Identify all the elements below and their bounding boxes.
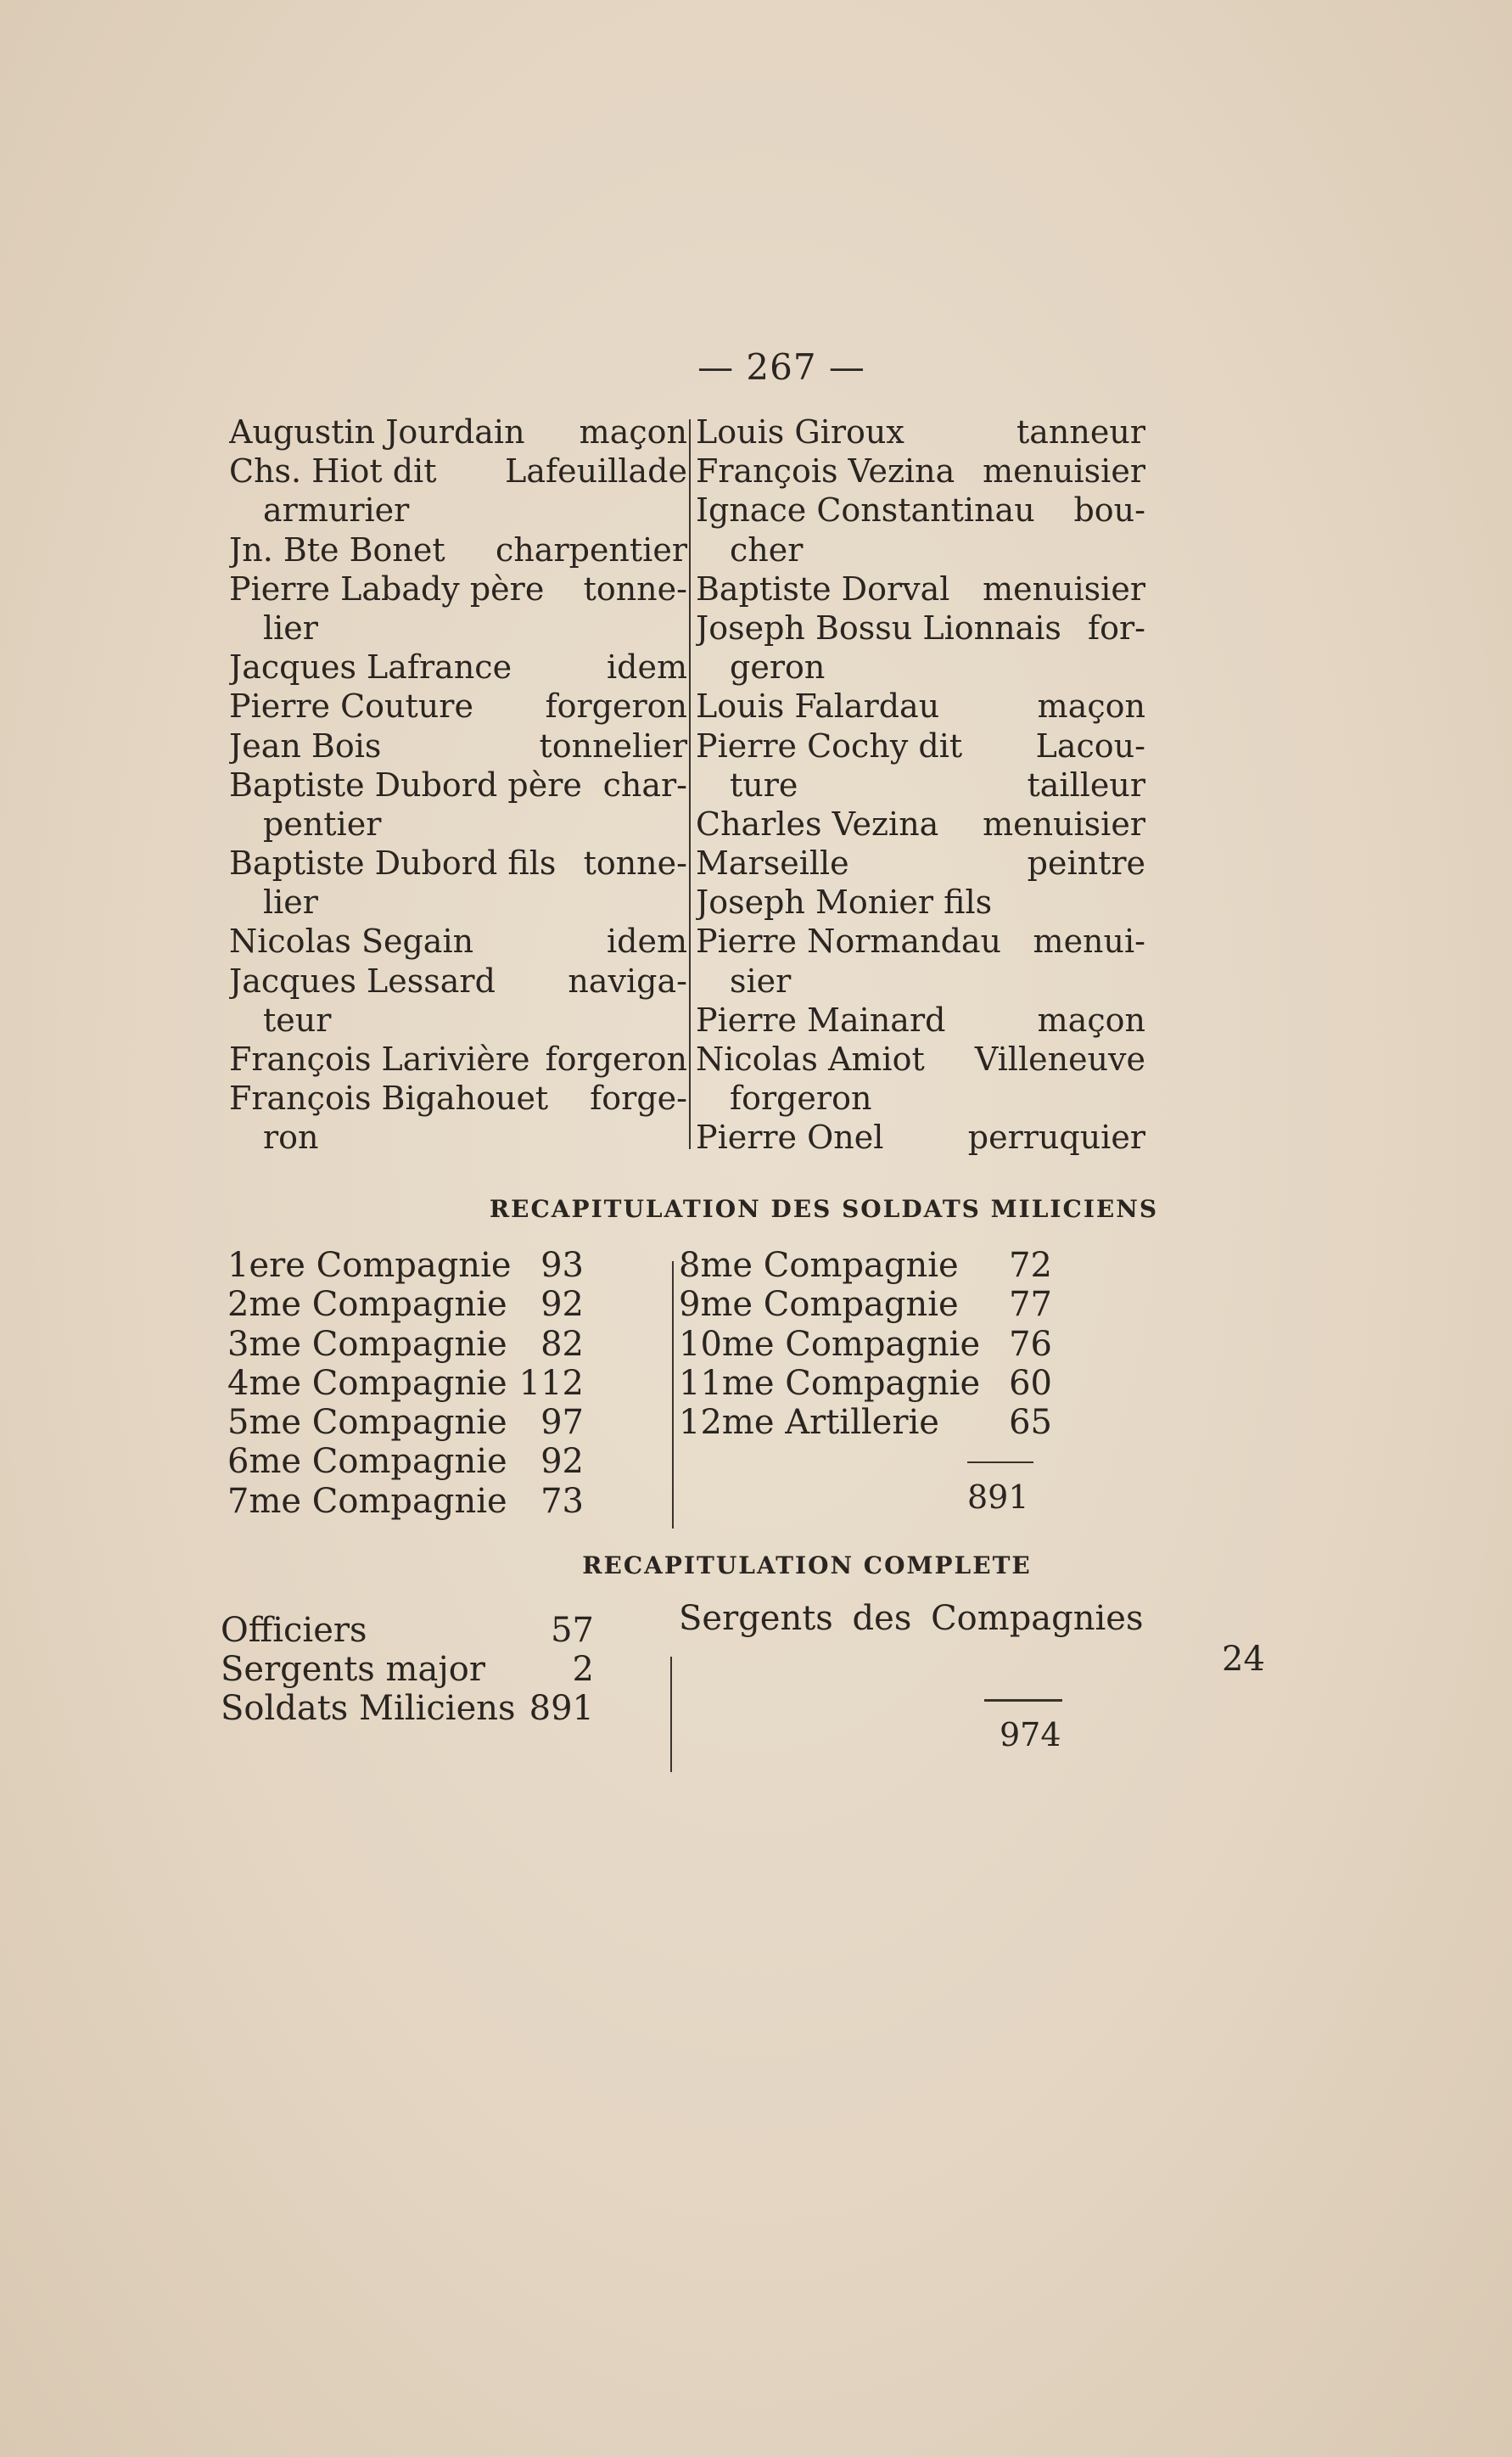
table-row: 12me Artillerie 65 xyxy=(679,1403,1052,1443)
list-line: ture tailleur xyxy=(730,766,1145,804)
column-divider xyxy=(672,1261,674,1529)
sergents-label: Sergents des Compagnies xyxy=(679,1599,1144,1638)
column-divider xyxy=(689,419,691,1149)
table-row: 2me Compagnie 92 xyxy=(227,1285,584,1325)
page-number: — 267 — xyxy=(697,346,865,388)
list-line: Baptiste Dorval menuisier xyxy=(696,569,1145,608)
recap-complete-total: 974 xyxy=(1000,1716,1061,1753)
recap-column-right xyxy=(679,1246,1052,1442)
list-line: Augustin Jourdain maçon xyxy=(229,413,687,451)
list-line: Louis Falardau maçon xyxy=(696,687,1145,726)
list-line: François Vezina menuisier xyxy=(696,452,1145,491)
sergents-value: 24 xyxy=(1222,1640,1265,1679)
table-row: 10me Compagnie 76 xyxy=(679,1324,1052,1364)
list-line: sier xyxy=(730,962,792,1000)
table-row: 9me Compagnie 77 xyxy=(679,1285,1052,1325)
table-row: 8me Compagnie 72 xyxy=(679,1246,1052,1285)
list-line: Jacques Lafrance idem xyxy=(229,648,687,687)
list-line: Joseph Bossu Lionnais for- xyxy=(696,609,1145,647)
table-row: 1ere Compagnie 93 xyxy=(227,1246,584,1285)
list-line: Nicolas Segain idem xyxy=(229,923,687,961)
sum-rule xyxy=(967,1461,1033,1463)
list-line: Baptiste Dubord père char- xyxy=(229,766,687,804)
list-line: Jn. Bte Bonet charpentier xyxy=(229,530,687,569)
table-row: 5me Compagnie 97 xyxy=(227,1403,584,1443)
recap-soldiers-total: 891 xyxy=(967,1478,1029,1516)
list-line: Pierre Cochy dit Lacou- xyxy=(696,726,1145,765)
names-column-left xyxy=(229,412,687,1158)
list-line: Chs. Hiot dit Lafeuillade xyxy=(229,452,687,491)
table-row: Officiers 57 xyxy=(221,1611,594,1650)
recap-soldiers-table xyxy=(227,1246,1076,1534)
list-line: teur xyxy=(263,1001,332,1039)
table-row: 3me Compagnie 82 xyxy=(227,1324,584,1364)
recap-column-left xyxy=(227,1246,584,1521)
list-line: Jacques Lessard naviga- xyxy=(229,962,687,1000)
list-line: Charles Vezina menuisier xyxy=(696,805,1145,843)
list-line: Joseph Monier fils xyxy=(696,884,993,922)
recap-complete-right xyxy=(679,1599,1265,1679)
list-line: forgeron xyxy=(730,1080,872,1118)
table-row: 4me Compagnie 112 xyxy=(227,1363,584,1403)
list-line: lier xyxy=(263,609,318,647)
column-divider xyxy=(670,1657,672,1772)
list-line: Pierre Labady père tonne- xyxy=(229,569,687,608)
list-line: armurier xyxy=(263,491,410,530)
table-row: 7me Compagnie 73 xyxy=(227,1481,584,1521)
list-line: ron xyxy=(263,1119,319,1157)
list-line: François Larivière forgeron xyxy=(229,1041,687,1078)
recap-soldiers-heading: RECAPITULATION DES SOLDATS MILICIENS xyxy=(489,1195,1159,1223)
list-line: geron xyxy=(730,648,826,687)
list-line: Pierre Mainard maçon xyxy=(696,1001,1145,1039)
list-line: Baptiste Dubord fils tonne- xyxy=(229,844,687,883)
table-row: 11me Compagnie 60 xyxy=(679,1363,1052,1403)
list-line: Marseille peintre xyxy=(696,844,1145,883)
list-line: Pierre Couture forgeron xyxy=(229,687,687,726)
table-row: Sergents major 2 xyxy=(221,1650,594,1689)
names-column-right xyxy=(696,412,1145,1158)
list-line: Jean Bois tonnelier xyxy=(229,726,687,765)
list-line: Pierre Normandau menui- xyxy=(696,923,1145,961)
table-row: 6me Compagnie 92 xyxy=(227,1442,584,1482)
list-line: Nicolas Amiot Villeneuve xyxy=(696,1041,1145,1078)
list-line: lier xyxy=(263,884,318,922)
list-line: Pierre Onel perruquier xyxy=(696,1119,1145,1157)
list-line: pentier xyxy=(263,805,382,843)
recap-complete-left xyxy=(221,1611,594,1728)
recap-complete-heading: RECAPITULATION COMPLETE xyxy=(582,1551,1032,1579)
list-line: Ignace Constantinau bou- xyxy=(696,491,1145,530)
names-list xyxy=(229,412,1145,1176)
recap-complete-table xyxy=(221,1599,1265,1786)
sum-rule xyxy=(984,1699,1062,1702)
table-row: Soldats Miliciens 891 xyxy=(221,1689,594,1728)
list-line: Louis Giroux tanneur xyxy=(696,413,1145,451)
list-line: François Bigahouet forge- xyxy=(229,1080,687,1118)
list-line: cher xyxy=(730,530,804,569)
